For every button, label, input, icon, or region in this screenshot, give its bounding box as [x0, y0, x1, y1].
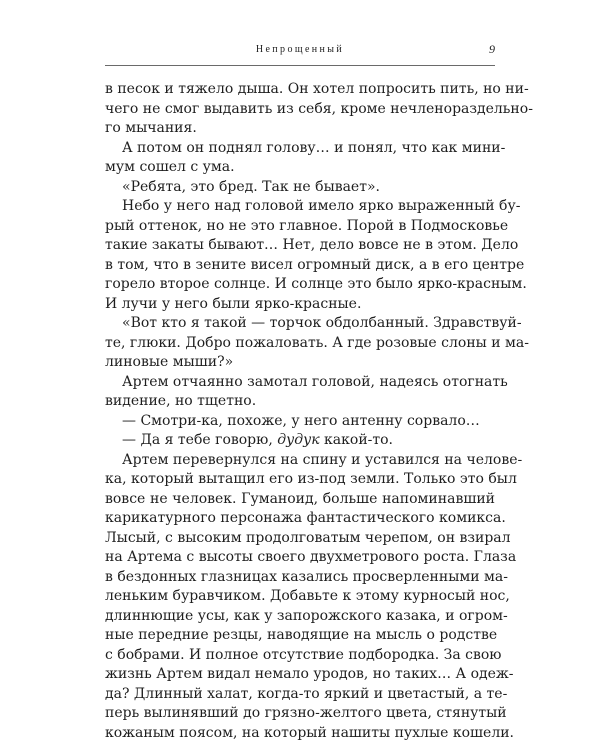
text-line: карикатурного персонажа фантастического комикса. — [105, 510, 506, 526]
text-line: леньким буравчиком. Добавьте к этому курносый нос, — [105, 588, 510, 604]
emphasized-word: дудук — [277, 432, 320, 448]
text-line: горело второе солнце. И солнце это было ярко-красным. — [105, 276, 527, 292]
text-line: в бездонных глазницах казались просверленными ма- — [105, 568, 508, 585]
text-line: вовсе не человек. Гуманоид, больше напоминавший — [105, 490, 495, 507]
dialogue-start: — Да я тебе говорю, — [122, 432, 278, 448]
text-line: длиннющие усы, как у запорожского казака, и огром- — [105, 607, 508, 624]
text-line: в том, что в зените висел огромный диск, а в его центре — [105, 256, 525, 273]
text-line: мум сошел с ума. — [105, 159, 235, 175]
text-line-with-emphasis — [105, 431, 495, 451]
text-line: Небо у него над головой имело ярко выраженный бу- — [122, 198, 521, 214]
text-line: видение, но тщетно. — [105, 393, 257, 409]
text-line: ные передние резцы, наводящие на мысль о родстве — [105, 627, 498, 643]
text-line: — Смотри-ка, похоже, у него антенну сорвало… — [122, 412, 480, 429]
dialogue-end: какой-то. — [319, 432, 394, 448]
running-title: Непрощенный — [255, 44, 345, 55]
text-line: «Вот кто я такой — торчок обдолбанный. Здравствуй- — [122, 315, 522, 331]
text-line: линовые мыши?» — [105, 354, 234, 370]
text-line: Лысый, с высоким продолговатым черепом, он взирал — [105, 529, 511, 546]
text-line: А потом он поднял голову… и понял, что как мини- — [122, 139, 506, 156]
text-line: кожаным поясом, на который нашиты пухлые кошели. — [105, 724, 514, 741]
text-line: с бобрами. И полное отсутствие подбородка. За свою — [105, 646, 502, 663]
text-line: И лучи у него были ярко-красные. — [105, 295, 362, 312]
running-header — [105, 40, 495, 60]
text-line: в песок и тяжело дыша. Он хотел попросить пить, но ни- — [105, 81, 529, 97]
text-line: чего не смог выдавить из себя, кроме нечленораздельно- — [105, 100, 533, 117]
body-text — [105, 80, 533, 743]
text-line: да? Длинный халат, когда-то яркий и цветастый, а те- — [105, 685, 508, 702]
header-rule — [105, 65, 495, 66]
text-line: Артем отчаянно замотал головой, надеясь отогнать — [122, 373, 508, 390]
text-line: Артем перевернулся на спину и уставился на челове- — [122, 451, 523, 468]
text-line: перь вылинявший до грязно-желтого цвета, стянутый — [105, 705, 507, 721]
text-line: рый оттенок, но не это главное. Порой в Подмосковье — [105, 217, 509, 234]
page-number: 9 — [489, 42, 495, 56]
text-line: го мычания. — [105, 120, 197, 136]
text-line: жизнь Артем видал немало уродов, но таких… А одеж- — [105, 666, 514, 682]
text-line: ка, который вытащил его из-под земли. Только это был — [105, 471, 517, 487]
text-line: «Ребята, это бред. Так не бывает». — [122, 178, 380, 195]
text-line: такие закаты бывают… Нет, дело вовсе не в этом. Дело — [105, 237, 519, 253]
text-line: те, глюки. Добро пожаловать. А где розовые слоны и ма- — [105, 334, 530, 351]
text-line: на Артема с высоты своего двухметрового роста. Глаза — [105, 549, 517, 565]
